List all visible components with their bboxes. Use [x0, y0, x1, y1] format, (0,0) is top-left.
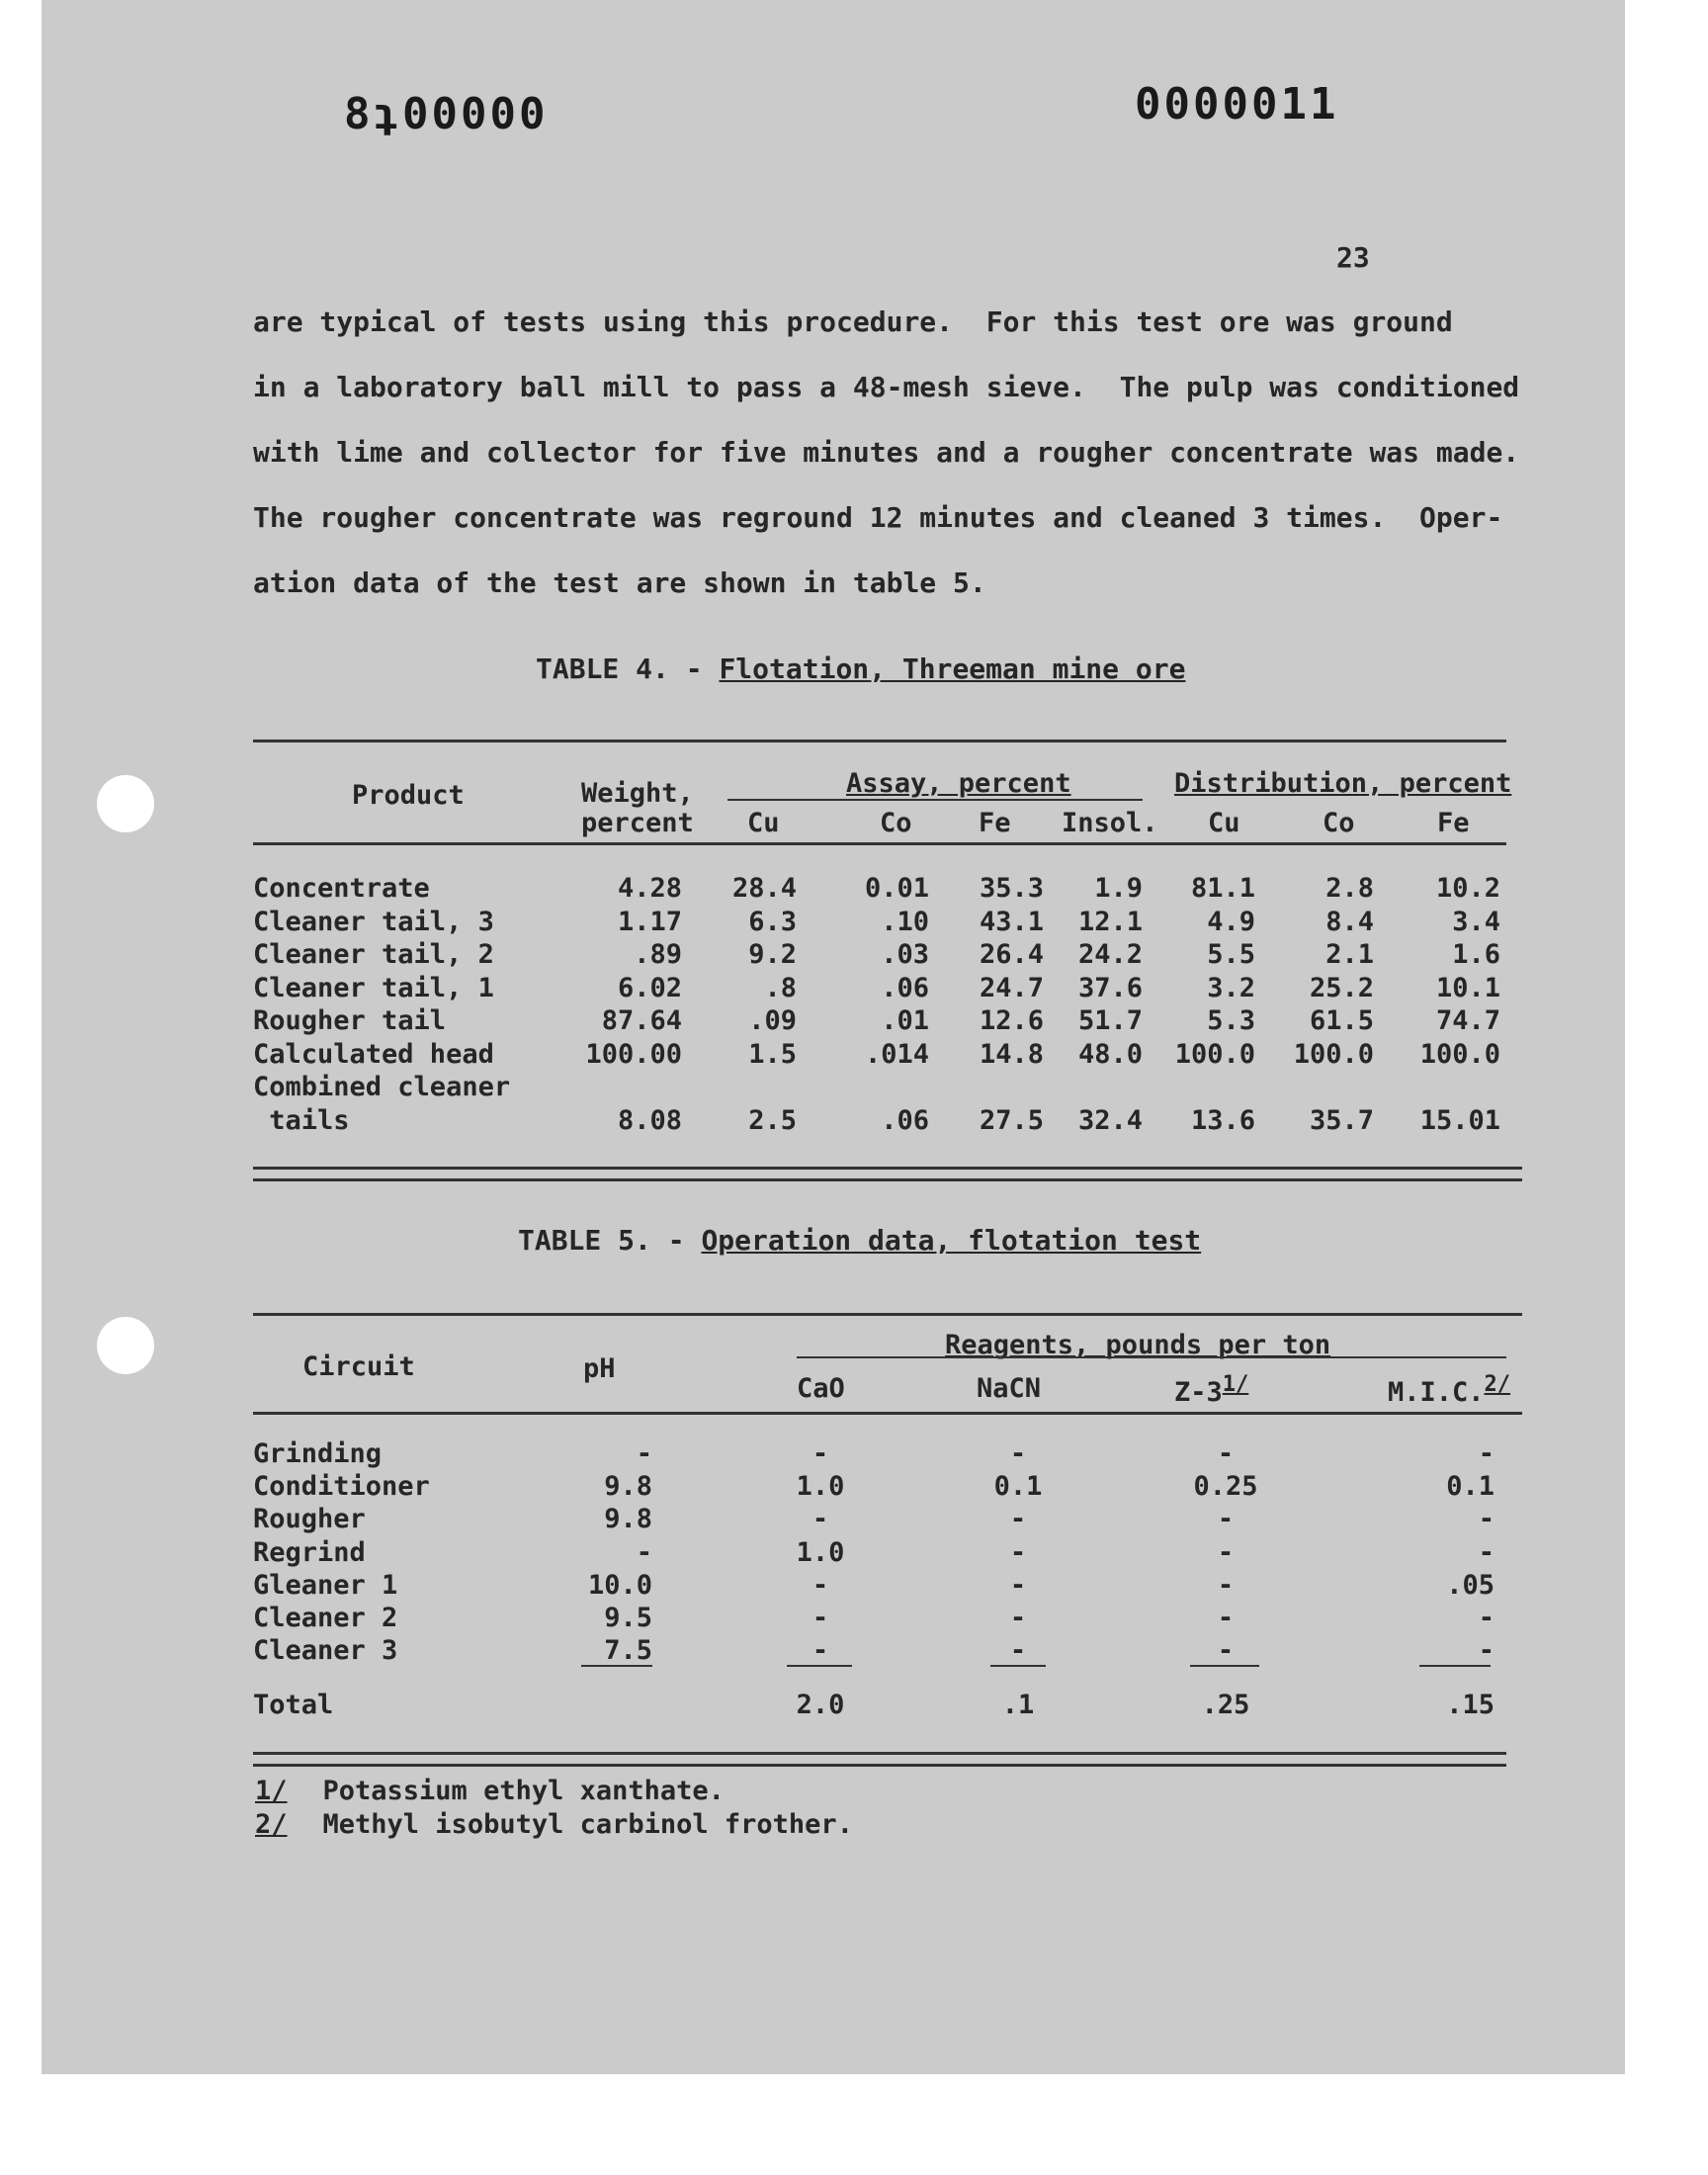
t5-cell-cao: 1.0 — [796, 1471, 845, 1503]
t5-header-z3-label: Z-3 — [1174, 1377, 1223, 1408]
t4-cell-weight: 100.00 — [585, 1038, 682, 1070]
t5-cell-circuit: Gleaner 1 — [253, 1569, 398, 1601]
t5-cell-mic: - — [1478, 1635, 1494, 1667]
t5-cell-nacn: 0.1 — [993, 1471, 1043, 1503]
t4-header-cu: Cu — [747, 808, 780, 838]
table5-top-rule — [253, 1313, 1522, 1316]
t5-cell-circuit: Rougher — [253, 1504, 366, 1535]
t5-z3-subtotal-rule — [1190, 1665, 1259, 1667]
t4-cell-dcu: 5.5 — [1207, 939, 1255, 970]
t4-cell-combined-dcu: 13.6 — [1190, 1105, 1255, 1136]
t4-cell-dco: 61.5 — [1309, 1005, 1374, 1036]
t4-cell-combined-dfe: 15.01 — [1419, 1105, 1500, 1136]
t4-cell-combined-co: .06 — [881, 1105, 929, 1136]
t5-cell-ph: - — [636, 1438, 652, 1469]
table4-caption — [536, 652, 1185, 685]
t5-cell-circuit: Conditioner — [253, 1471, 430, 1503]
t5-mic-subtotal-rule — [1419, 1665, 1491, 1667]
t4-header-dist-cu: Cu — [1208, 808, 1240, 838]
t4-cell-product: Concentrate — [253, 873, 430, 904]
t4-assay-group-rule — [727, 799, 1143, 801]
t5-cell-mic: .05 — [1446, 1569, 1494, 1601]
t5-cell-mic: - — [1478, 1504, 1494, 1535]
t4-cell-dfe: 1.6 — [1452, 939, 1500, 970]
footnote-1-text: Potassium ethyl xanthate. — [322, 1776, 725, 1806]
t4-cell-dcu: 100.0 — [1174, 1038, 1255, 1070]
t5-header-z3 — [1174, 1368, 1248, 1410]
t5-cell-mic: - — [1478, 1438, 1494, 1469]
t5-total-z3: .25 — [1201, 1690, 1250, 1720]
t5-cell-ph: 10.0 — [587, 1569, 652, 1601]
t5-header-mic-footnote: 2/ — [1484, 1372, 1511, 1397]
t4-cell-insol: 1.9 — [1094, 873, 1143, 904]
t5-header-mic-label: M.I.C. — [1388, 1377, 1485, 1408]
t4-header-weight-1: Weight, — [581, 778, 694, 809]
t5-cell-nacn: - — [1009, 1504, 1027, 1535]
t4-cell-dco: 2.8 — [1325, 873, 1374, 904]
t5-total-nacn: .1 — [1001, 1690, 1035, 1720]
t5-cell-cao: - — [811, 1603, 829, 1633]
t5-cell-z3: - — [1217, 1504, 1235, 1535]
t4-cell-cu: 6.3 — [748, 906, 797, 937]
t5-header-cao: CaO — [797, 1373, 845, 1404]
t4-cell-fe: 24.7 — [979, 972, 1044, 1003]
t4-cell-combined-product-1: Combined cleaner — [253, 1072, 511, 1102]
t5-cell-circuit: Grinding — [253, 1438, 383, 1469]
t5-nacn-subtotal-rule — [990, 1665, 1046, 1667]
table4-label: TABLE 4. - — [536, 652, 720, 685]
paragraph-line: with lime and collector for five minutes and a rougher concentrate was made. — [253, 436, 1520, 469]
table5-bottom-rule-1 — [253, 1752, 1506, 1755]
t4-cell-fe: 43.1 — [979, 906, 1044, 937]
t4-cell-dcu: 4.9 — [1207, 906, 1255, 937]
t4-cell-product: Calculated head — [253, 1038, 494, 1070]
t4-header-product: Product — [352, 780, 465, 811]
t5-cell-ph: 9.8 — [604, 1471, 652, 1503]
t4-cell-co: .01 — [881, 1005, 929, 1036]
table5-caption — [518, 1224, 1201, 1257]
t4-cell-cu: .09 — [748, 1005, 797, 1036]
t4-cell-insol: 51.7 — [1077, 1005, 1143, 1036]
t5-reagents-group-rule — [797, 1356, 1506, 1358]
t4-header-weight-2: percent — [581, 808, 694, 838]
t5-header-nacn: NaCN — [977, 1373, 1042, 1404]
table4-bottom-rule-1 — [253, 1167, 1522, 1170]
t5-cell-ph: 9.5 — [604, 1603, 652, 1633]
t5-cell-cao: 1.0 — [796, 1536, 845, 1568]
t4-cell-dcu: 81.1 — [1190, 873, 1255, 904]
t5-cell-z3: - — [1217, 1603, 1235, 1633]
binder-hole-top — [97, 775, 154, 832]
t4-header-fe: Fe — [979, 808, 1011, 838]
t4-header-co: Co — [880, 808, 912, 838]
t4-cell-combined-fe: 27.5 — [979, 1105, 1044, 1136]
t4-cell-product: Cleaner tail, 2 — [253, 939, 494, 970]
t4-cell-fe: 14.8 — [979, 1038, 1044, 1070]
page-number: 23 — [1336, 241, 1370, 274]
table5-label: TABLE 5. - — [518, 1224, 702, 1257]
t5-total-circuit: Total — [253, 1690, 334, 1720]
t5-cell-z3: - — [1217, 1536, 1235, 1568]
t4-cell-fe: 35.3 — [979, 873, 1044, 904]
t4-cell-co: 0.01 — [864, 873, 929, 904]
t4-cell-combined-weight: 8.08 — [617, 1105, 682, 1136]
t5-header-mic — [1388, 1368, 1510, 1410]
t4-header-dist-group: Distribution, percent — [1174, 768, 1512, 799]
t4-cell-fe: 26.4 — [979, 939, 1044, 970]
table5-header-rule — [253, 1412, 1522, 1415]
t4-cell-insol: 12.1 — [1077, 906, 1143, 937]
paragraph-line: ation data of the test are shown in table 5. — [253, 566, 986, 599]
t5-cell-nacn: - — [1009, 1603, 1027, 1633]
t4-cell-insol: 24.2 — [1077, 939, 1143, 970]
t4-cell-dcu: 5.3 — [1207, 1005, 1255, 1036]
t4-cell-dfe: 100.0 — [1419, 1038, 1500, 1070]
stamp-right: 0000011 — [1135, 79, 1339, 130]
t4-cell-fe: 12.6 — [979, 1005, 1044, 1036]
footnote-2-text: Methyl isobutyl carbinol frother. — [322, 1809, 853, 1840]
paragraph-line: are typical of tests using this procedure. For this test ore was ground — [253, 305, 1453, 338]
t4-cell-co: .06 — [881, 972, 929, 1003]
t4-header-dist-fe: Fe — [1437, 808, 1470, 838]
t4-cell-cu: 9.2 — [748, 939, 797, 970]
t5-ph-subtotal-rule — [581, 1665, 652, 1667]
t5-cell-cao: - — [811, 1635, 829, 1667]
t5-header-ph: pH — [583, 1353, 616, 1384]
t4-cell-co: .014 — [864, 1038, 929, 1070]
paragraph-line: in a laboratory ball mill to pass a 48-mesh sieve. The pulp was conditioned — [253, 371, 1520, 403]
t4-header-dist-co: Co — [1323, 808, 1355, 838]
footnote-2 — [255, 1809, 853, 1840]
t5-cell-mic: - — [1478, 1536, 1494, 1568]
t4-cell-combined-insol: 32.4 — [1077, 1105, 1143, 1136]
t4-cell-dco: 2.1 — [1325, 939, 1374, 970]
table4-title: Flotation, Threeman mine ore — [719, 652, 1186, 685]
t5-header-reagents-group: Reagents, pounds per ton — [945, 1330, 1331, 1360]
t5-cell-z3: - — [1217, 1438, 1235, 1469]
t5-cell-cao: - — [811, 1438, 829, 1469]
footnote-2-mark: 2/ — [255, 1809, 288, 1840]
t5-cell-circuit: Regrind — [253, 1536, 366, 1568]
t4-cell-product: Cleaner tail, 1 — [253, 972, 494, 1003]
t5-total-cao: 2.0 — [796, 1690, 845, 1720]
table5-title: Operation data, flotation test — [701, 1224, 1202, 1257]
t4-cell-dfe: 10.2 — [1435, 873, 1500, 904]
t5-cell-ph: 7.5 — [604, 1635, 652, 1667]
t5-cao-subtotal-rule — [787, 1665, 852, 1667]
t4-cell-combined-cu: 2.5 — [748, 1105, 797, 1136]
t4-cell-dco: 25.2 — [1309, 972, 1374, 1003]
t4-cell-weight: 4.28 — [617, 873, 682, 904]
t4-cell-weight: .89 — [634, 939, 682, 970]
t4-cell-dfe: 74.7 — [1435, 1005, 1500, 1036]
t4-cell-combined-product-2: tails — [253, 1105, 350, 1136]
table4-header-rule — [253, 842, 1506, 845]
t4-cell-weight: 1.17 — [617, 906, 682, 937]
t5-cell-nacn: - — [1009, 1438, 1027, 1469]
t4-cell-co: .10 — [881, 906, 929, 937]
t4-cell-cu: 1.5 — [748, 1038, 797, 1070]
t4-cell-weight: 6.02 — [617, 972, 682, 1003]
t4-cell-product: Rougher tail — [253, 1005, 447, 1036]
t4-cell-product: Cleaner tail, 3 — [253, 906, 494, 937]
t4-cell-dfe: 10.1 — [1435, 972, 1500, 1003]
t4-cell-insol: 48.0 — [1077, 1038, 1143, 1070]
footnote-1 — [255, 1776, 725, 1806]
t5-cell-z3: 0.25 — [1193, 1471, 1258, 1503]
table5-bottom-rule-2 — [253, 1764, 1506, 1767]
t5-cell-cao: - — [811, 1504, 829, 1535]
t4-cell-dco: 100.0 — [1293, 1038, 1374, 1070]
t5-header-circuit: Circuit — [302, 1351, 415, 1382]
t5-cell-nacn: - — [1009, 1536, 1027, 1568]
t4-cell-dco: 8.4 — [1325, 906, 1374, 937]
t4-cell-cu: .8 — [764, 972, 797, 1003]
t5-cell-mic: - — [1478, 1603, 1494, 1633]
t5-cell-ph: 9.8 — [604, 1504, 652, 1535]
table4-bottom-rule-2 — [253, 1178, 1522, 1181]
binder-hole-bottom — [97, 1317, 154, 1374]
t5-header-z3-footnote: 1/ — [1222, 1372, 1249, 1397]
table4-top-rule — [253, 740, 1506, 742]
stamp-left: 8ʇ00000 — [344, 89, 549, 139]
t5-cell-ph: - — [636, 1536, 652, 1568]
t4-cell-cu: 28.4 — [731, 873, 797, 904]
t5-cell-circuit: Cleaner 3 — [253, 1635, 398, 1667]
t4-cell-dfe: 3.4 — [1452, 906, 1500, 937]
t4-cell-insol: 37.6 — [1077, 972, 1143, 1003]
footnote-1-mark: 1/ — [255, 1776, 288, 1806]
t5-cell-nacn: - — [1009, 1569, 1027, 1601]
t5-cell-z3: - — [1217, 1569, 1235, 1601]
t5-cell-nacn: - — [1009, 1635, 1027, 1667]
t4-cell-co: .03 — [881, 939, 929, 970]
t4-header-insol: Insol. — [1062, 808, 1158, 838]
t5-cell-z3: - — [1217, 1635, 1235, 1667]
t5-total-mic: .15 — [1446, 1690, 1494, 1720]
t4-header-assay-group: Assay, percent — [846, 768, 1071, 799]
t5-cell-circuit: Cleaner 2 — [253, 1603, 398, 1633]
body-paragraph — [253, 303, 1518, 629]
t4-cell-dcu: 3.2 — [1207, 972, 1255, 1003]
t5-cell-cao: - — [811, 1569, 829, 1601]
paragraph-line: The rougher concentrate was reground 12 minutes and cleaned 3 times. Oper- — [253, 501, 1503, 534]
t4-cell-weight: 87.64 — [601, 1005, 682, 1036]
t4-cell-combined-dco: 35.7 — [1309, 1105, 1374, 1136]
t5-cell-mic: 0.1 — [1446, 1471, 1494, 1503]
